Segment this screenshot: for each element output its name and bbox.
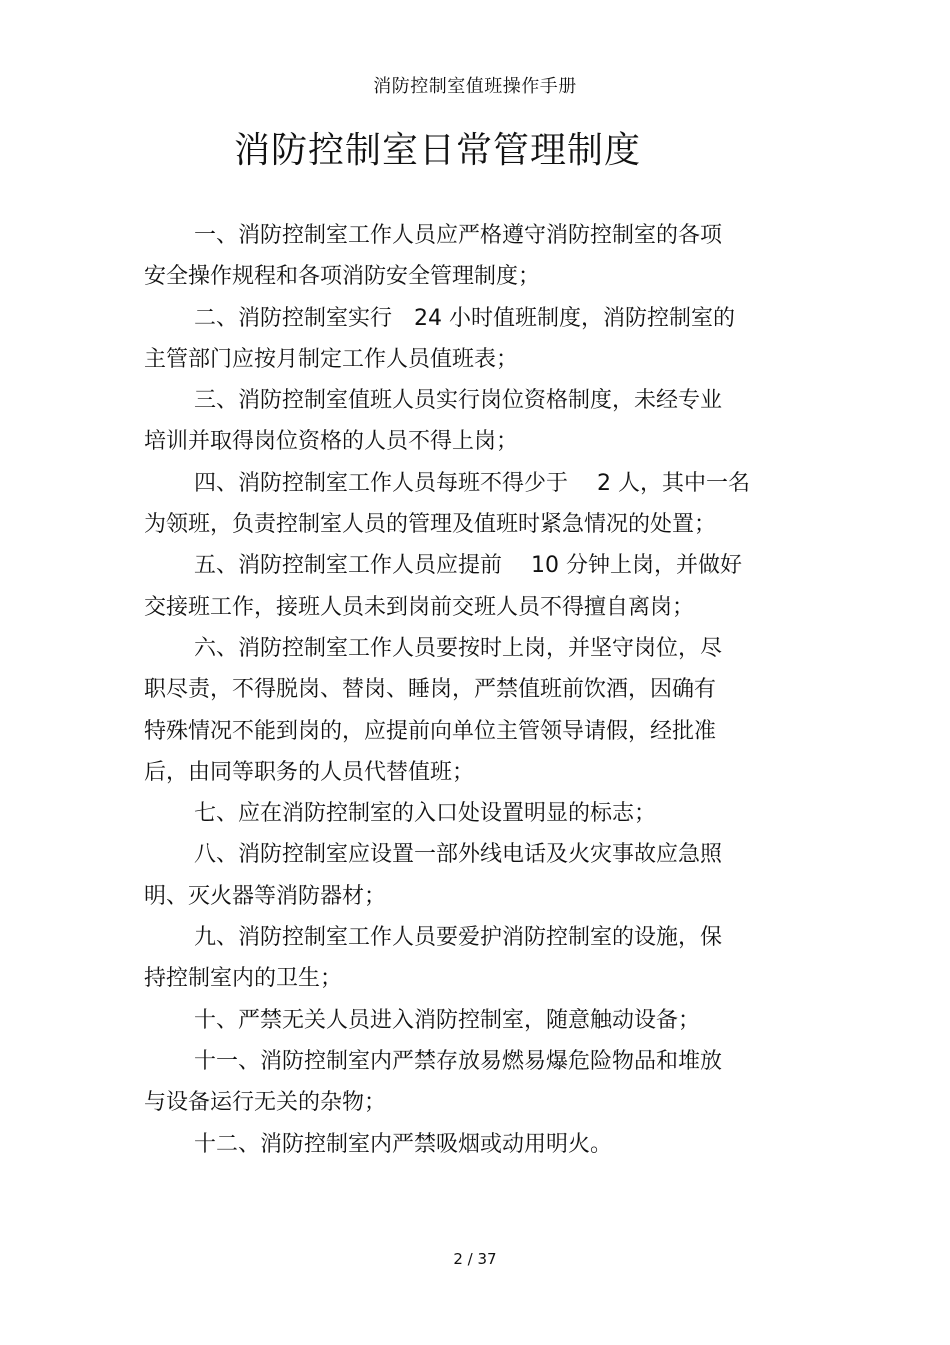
paragraph-line: 持控制室内的卫生； <box>144 966 343 992</box>
paragraph-line: 四、消防控制室工作人员每班不得少于 2 人，其中一名 <box>194 470 750 496</box>
paragraph-line: 培训并取得岗位资格的人员不得上岗； <box>144 429 519 455</box>
rule-paragraph <box>144 1045 844 1128</box>
rule-paragraph <box>144 549 844 632</box>
rule-paragraph <box>144 921 844 1004</box>
rule-paragraph <box>144 1128 844 1169</box>
document-title: 消防控制室日常管理制度 <box>233 130 641 171</box>
paragraph-line: 明、灭火器等消防器材； <box>144 883 387 909</box>
paragraph-line: 八、消防控制室应设置一部外线电话及火灾事故应急照 <box>194 842 723 868</box>
rule-paragraph <box>144 384 844 467</box>
paragraph-line: 后，由同等职务的人员代替值班； <box>144 759 475 785</box>
paragraph-line: 特殊情况不能到岗的，应提前向单位主管领导请假，经批准 <box>144 718 717 744</box>
rule-paragraph <box>144 302 844 385</box>
paragraph-line: 三、消防控制室值班人员实行岗位资格制度，未经专业 <box>194 388 723 414</box>
paragraph-line: 十二、消防控制室内严禁吸烟或动用明火。 <box>194 1131 613 1157</box>
page-number: 2 / 37 <box>453 1250 497 1268</box>
running-header: 消防控制室值班操作手册 <box>373 76 577 97</box>
paragraph-line: 十、严禁无关人员进入消防控制室，随意触动设备； <box>194 1007 701 1033</box>
paragraph-line: 七、应在消防控制室的入口处设置明显的标志； <box>194 801 657 827</box>
paragraph-line: 五、消防控制室工作人员应提前 10 分钟上岗，并做好 <box>194 553 742 579</box>
paragraph-line: 交接班工作，接班人员未到岗前交班人员不得擅自离岗； <box>144 594 695 620</box>
paragraph-line: 十一、消防控制室内严禁存放易燃易爆危险物品和堆放 <box>194 1048 723 1074</box>
paragraph-line: 为领班，负责控制室人员的管理及值班时紧急情况的处置； <box>144 512 717 538</box>
paragraph-line: 一、消防控制室工作人员应严格遵守消防控制室的各项 <box>194 223 723 248</box>
paragraph-line: 安全操作规程和各项消防安全管理制度； <box>144 264 541 290</box>
rule-paragraph <box>144 797 844 838</box>
paragraph-line: 主管部门应按月制定工作人员值班表； <box>144 346 519 372</box>
document-body <box>144 219 844 1169</box>
paragraph-line: 九、消防控制室工作人员要爱护消防控制室的设施，保 <box>194 925 723 951</box>
rule-paragraph <box>144 1004 844 1045</box>
rule-paragraph <box>144 632 844 797</box>
rule-paragraph <box>144 467 844 550</box>
paragraph-line: 与设备运行无关的杂物； <box>144 1090 387 1116</box>
paragraph-line: 六、消防控制室工作人员要按时上岗，并坚守岗位，尽 <box>194 635 723 661</box>
paragraph-line: 职尽责，不得脱岗、替岗、睡岗，严禁值班前饮酒，因确有 <box>144 677 717 703</box>
paragraph-line: 二、消防控制室实行 24 小时值班制度，消防控制室的 <box>194 305 735 331</box>
rule-paragraph <box>144 219 844 302</box>
rule-paragraph <box>144 838 844 921</box>
